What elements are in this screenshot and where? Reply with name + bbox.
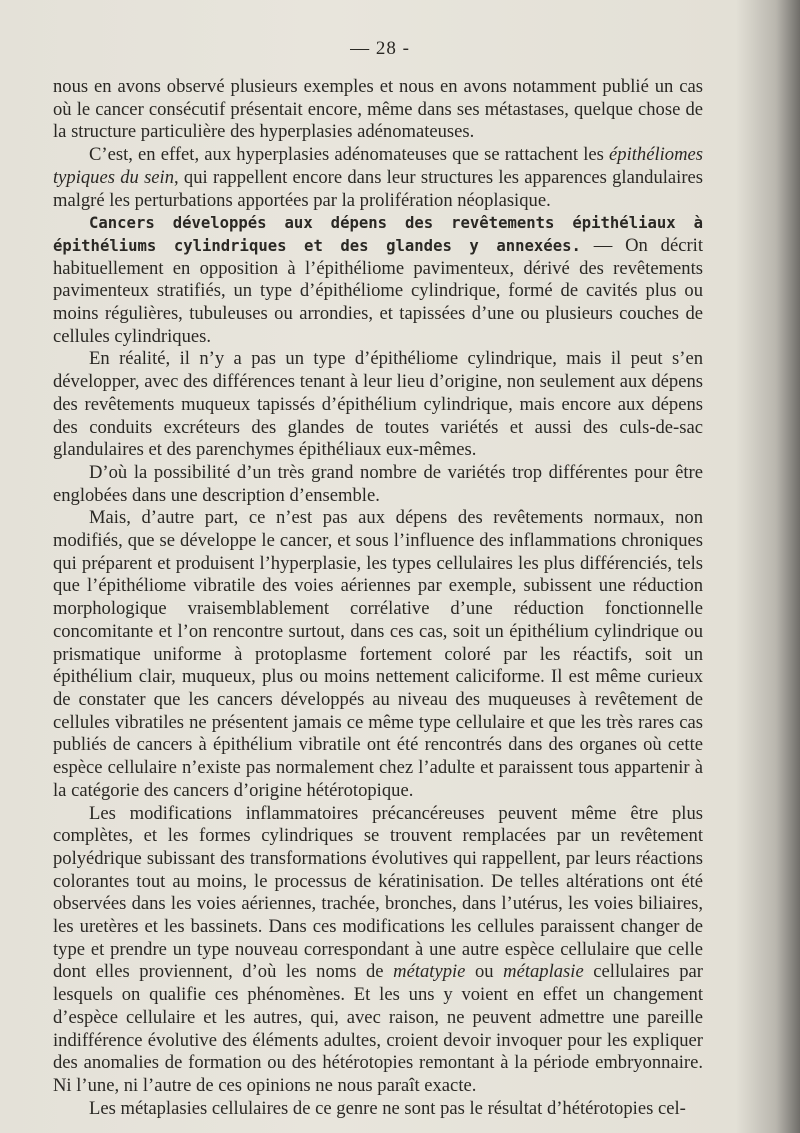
italic-term: épithéliomes typiques du sein (53, 144, 703, 188)
text-run: — On décrit habituellement en opposition à l’épithéliome pavimenteux, dérivé des revêtements pavimenteux stratifiés, un type d’épithéliome cylindrique, formé de cavités plus ou moins régulières, tubuleuses ou arrondies, et tapissées d’une ou plusieurs couches de cellules cylindriques. (53, 234, 703, 347)
text-run: cellulaires par lesquels on qualifie ces phénomènes. Et les uns y voient en effet un changement d’espèce cellulaire et les autres, qui, avec raison, ne peuvent admettre une pareille indifférence évolutive des éléments adultes, croient devoir invoquer pour les expliquer des anomalies de formation ou des hétérotopies remontant à la période embryonnaire. Ni l’une, ni l’autre de ces opinions ne nous paraît exacte. (53, 961, 703, 1096)
italic-term: métaplasie (503, 961, 584, 983)
paragraph-varietes: D’où la possibilité d’un très grand nombre de variétés trop différentes pour être englobées dans une description d’ensemble. (53, 461, 703, 506)
paragraph-mais-dautre-part: Mais, d’autre part, ce n’est pas aux dépens des revêtements normaux, non modifiés, que se développe le cancer, et sous l’influence des inflammations chroniques qui préparent et produisent l’hyperplasie, les types cellulaires les plus différenciés, tels que l’épithéliome vibratile des voies aériennes par exemple, subissent une réduction morphologique vraisemblablement corrélative d’une réduction fonctionnelle concomitante et l’on rencontre surtout, dans ces cas, soit un épithélium cylindrique ou prismatique uniforme à protoplasme fortement coloré par les réactifs, soit un épithélium clair, muqueux, plus ou moins nettement caliciforme. Il est même curieux de constater que les cancers développés au niveau des muqueuses à revêtement de cellules vibratiles ne présentent jamais ce même type cellulaire et que les très rares cas publiés de cancers à épithélium vibratile ont été rencontrés dans des organes où cette espèce cellulaire n’existe pas normalement chez l’adulte et paraissent tous appartenir à la catégorie des cancers d’origine hétérotopique. (53, 507, 703, 801)
paragraph-metaplasies: Les métaplasies cellulaires de ce genre ne sont pas le résultat d’hétérotopies cel- (89, 1097, 686, 1119)
section-heading: Cancers développés aux dépens des revêtements épithéliaux à épithéliums cylindriques et des glandes y annexées. (53, 214, 703, 255)
italic-term: métatypie (393, 961, 466, 983)
text-run: ou (465, 961, 504, 983)
paragraph-cancers-cylindriques (53, 212, 703, 348)
text-run: , qui rappellent encore dans leur structures les apparences glandulaires malgré les perturbations apportées par la prolifération néoplasique. (53, 166, 704, 211)
text-run: Les modifications inflammatoires précancéreuses peuvent même être plus complètes, et les formes cylindriques se trouvent remplacées par un revêtement polyédrique subissant des transformations évolutives qui rappellent, par leurs réactions colorantes tout au moins, le processus de kératinisation. De telles altérations ont été observées dans les voies aériennes, trachée, bronches, dans l’utérus, les voies biliaires, les uretères et les bassinets. Dans ces modifications les cellules paraissent changer de type et prendre un type nouveau correspondant à une autre espèce cellulaire que celle dont elles proviennent, d’où les noms de (53, 802, 703, 983)
paragraph-modifications (53, 803, 703, 1098)
paragraph-continuation: nous en avons observé plusieurs exemples et nous en avons notamment publié un cas où le cancer consécutif présentait encore, même dans ses métastases, quelque chose de la structure particulière des hyperplasies adénomateuses. (53, 76, 703, 143)
paragraph-en-realite: En réalité, il n’y a pas un type d’épithéliome cylindrique, mais il peut s’en développer, avec des différences tenant à leur lieu d’origine, non seulement aux dépens des revêtements muqueux tapissés d’épithélium cylindrique, mais encore aux dépens des conduits excréteurs des glandes de toutes variétés et aussi des culs-de-sac glandulaires et des parenchymes épithéliaux eux-mêmes. (53, 348, 703, 461)
body-text (53, 76, 703, 1120)
paragraph-epitheliomes-typiques (53, 144, 703, 212)
text-run: C’est, en effet, aux hyperplasies adénomateuses que se rattachent les (89, 144, 610, 166)
page-number: — 28 - (350, 38, 410, 59)
